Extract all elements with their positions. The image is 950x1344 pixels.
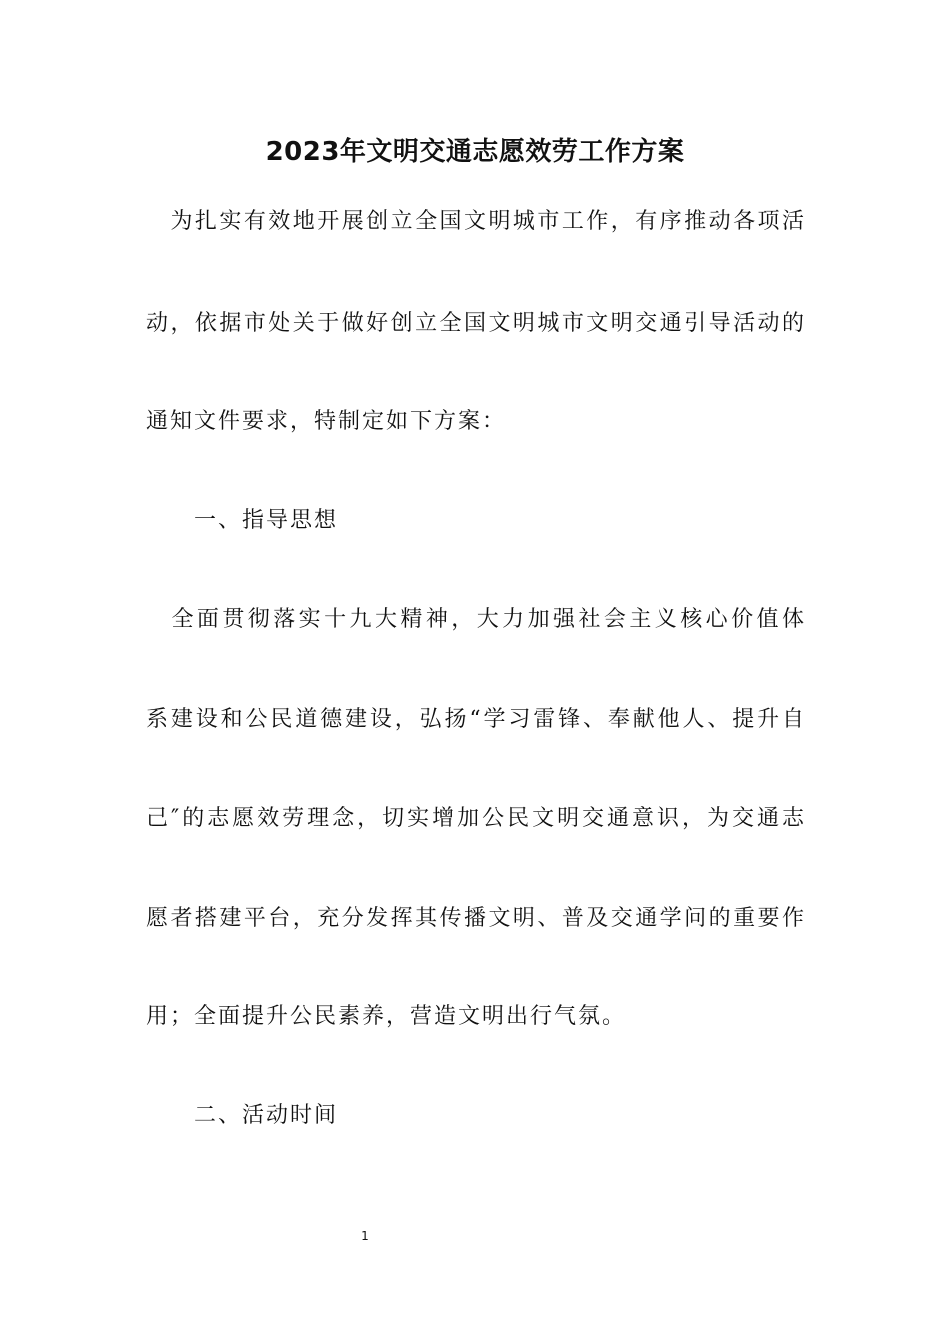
paragraph-line: 动，依据市处关于做好创立全国文明城市文明交通引导活动的 <box>146 311 806 336</box>
page-number: 1 <box>361 1229 369 1243</box>
paragraph-line: 系建设和公民道德建设，弘扬“学习雷锋、奉献他人、提升自 <box>146 707 806 732</box>
document-title: 2023年文明交通志愿效劳工作方案 <box>265 137 685 167</box>
section-heading-activity-time: 二、活动时间 <box>194 1103 339 1128</box>
paragraph-line: 愿者搭建平台，充分发挥其传播文明、普及交通学问的重要作 <box>146 906 806 931</box>
paragraph-line: 通知文件要求，特制定如下方案： <box>146 409 507 434</box>
paragraph-line: 为扎实有效地开展创立全国文明城市工作，有序推动各项活 <box>146 209 806 234</box>
paragraph-line: 全面贯彻落实十九大精神，大力加强社会主义核心价值体 <box>146 607 806 632</box>
paragraph-line: 用；全面提升公民素养，营造文明出行气氛。 <box>146 1004 627 1029</box>
section-heading-guiding-thought: 一、指导思想 <box>194 508 339 533</box>
paragraph-line: 己″的志愿效劳理念，切实增加公民文明交通意识，为交通志 <box>146 806 806 831</box>
